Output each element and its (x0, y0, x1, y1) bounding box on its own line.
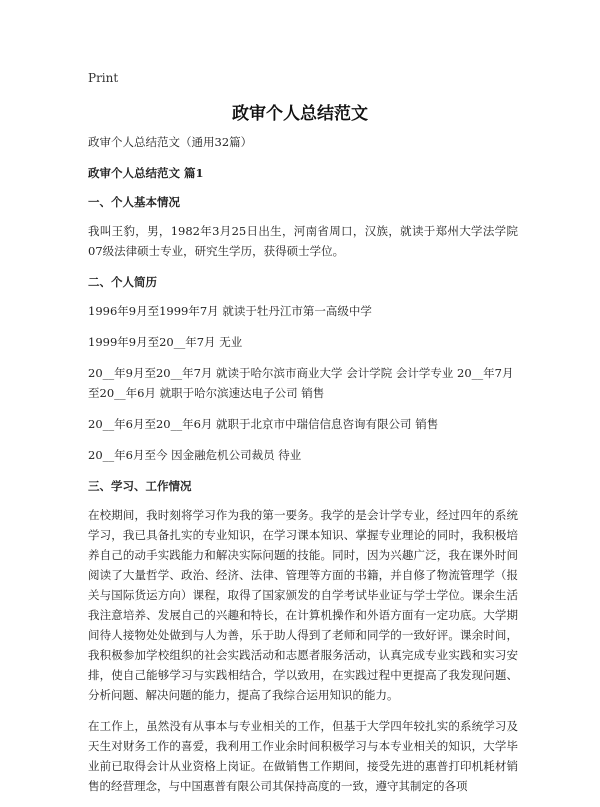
resume-line: 20__年9月至20__年7月 就读于哈尔滨市商业大学 会计学院 会计学专业 20__年7月至20__年6月 就职于哈尔滨速达电子公司 销售 (88, 366, 514, 400)
work-paragraph: 在工作上，虽然没有从事本与专业相关的工作，但基于大学四年较扎实的系统学习及天生对财务工作的喜爱，我利用工作业余时间积极学习与本专业相关的知识，大学毕业前已取得会计从业资格上岗证。在做销售工作期间，接受先进的惠普打印机耗材销售的经营理念，与中国惠普有限公司其保持高度的一致，遵守其制定的各项 (88, 719, 518, 793)
resume-line: 1999年9月至20__年7月 无业 (88, 335, 243, 349)
print-link[interactable]: Print (88, 71, 119, 85)
resume-line: 20__年6月至今 因金融危机公司裁员 待业 (88, 448, 302, 462)
resume-line: 20__年6月至20__年6月 就职于北京市中瑞信信息咨询有限公司 销售 (88, 417, 439, 431)
section-heading-study-work: 三、学习、工作情况 (88, 479, 192, 493)
document-body (88, 132, 518, 807)
basic-info-paragraph: 我叫王豹，男，1982年3月25日出生，河南省周口，汉族，就读于郑州大学法学院07级法律硕士专业，研究生学历，获得硕士学位。 (88, 224, 518, 258)
resume-line: 1996年9月至1999年7月 就读于牡丹江市第一高级中学 (88, 304, 372, 318)
document-title: 政审个人总结范文 (232, 104, 368, 124)
section-heading-resume: 二、个人简历 (88, 275, 157, 289)
study-paragraph: 在校期间，我时刻将学习作为我的第一要务。我学的是会计学专业，经过四年的系统学习，我已具备扎实的专业知识，在学习课本知识、掌握专业理论的同时，我积极培养自己的动手实践能力和解决实际问题的技能。同时，因为兴趣广泛，我在课外时间阅读了大量哲学、政治、经济、法律、管理等方面的书籍，并自修了物流管理学（报关与国际货运方向）课程，取得了国家颁发的自学考试毕业证与学士学位。课余生活我注意培养、发展自己的兴趣和特长，在计算机操作和外语方面有一定功底。大学期间待人接物处处做到与人为善，乐于助人得到了老师和同学的一致好评。课余时间，我积极参加学校组织的社会实践活动和志愿者服务活动，认真完成专业实践和实习安排，使自己能够学习与实践相结合，学以致用，在实践过程中更提高了我发现问题、分析问题、解决问题的能力，提高了我综合运用知识的能力。 (88, 508, 518, 702)
section-heading-basic-info: 一、个人基本情况 (88, 195, 180, 209)
document-subtitle: 政审个人总结范文（通用32篇） (88, 135, 253, 149)
chapter-heading: 政审个人总结范文 篇1 (88, 166, 204, 180)
